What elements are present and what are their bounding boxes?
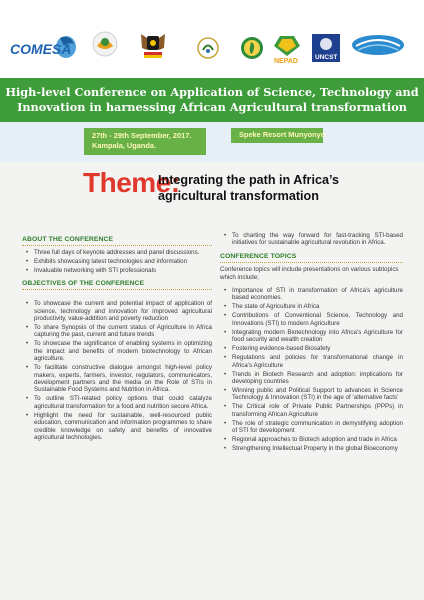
right-column [220, 232, 403, 454]
list-item: • Contributions of Conventional Science, Technology and Innovations (STI) to modern Agriculture [224, 312, 403, 327]
topics-intro: Conference topics will include presentations on various subtopics which include; [220, 266, 399, 281]
topics-heading: CONFERENCE TOPICS [220, 252, 297, 260]
list-item: • Importance of STI in transformation of Africa’s agriculture based economies. [224, 287, 403, 302]
about-list [22, 249, 212, 274]
african-union-logo [240, 36, 264, 60]
bullet-icon: • [26, 258, 29, 266]
bullet-icon: • [224, 445, 227, 453]
theme-label: Theme: [83, 167, 180, 198]
logo-strip [0, 0, 424, 78]
list-item: • Integrating modern Biotechnology into Africa’s Agriculture for food security and wealth creation [224, 328, 403, 344]
banner-line-1: High-level Conference on Application of Science, Technology and [5, 85, 419, 99]
list-item: • Strengthening Intellectual Property in the global Bioeconomy [224, 445, 398, 453]
list-item: • To share Synopsis of the current status of Agriculture in Africa capturing the past, current and future trends [26, 324, 212, 339]
left-column [22, 236, 212, 443]
bullet-icon: • [224, 328, 227, 336]
list-item: • Exhibits showcasing latest technologies and information [26, 258, 188, 266]
venue-text: Speke Resort Munyonyo [239, 130, 326, 139]
event-info-band [0, 122, 424, 162]
bullet-icon: • [224, 312, 227, 320]
list-item: • The state of Agriculture in Africa [224, 303, 320, 311]
list-item: • Fostering evidence-based Biosafety [224, 345, 331, 353]
comesa-wordmark: COMESA [10, 41, 72, 57]
list-item: • To showcase the current and potential impact of application of science, technology and innovation for improved agricultural productivity, value-addition and poverty reduction [26, 300, 212, 323]
bullet-icon: • [26, 340, 29, 348]
list-item: • Highlight the need for sustainable, well-resourced public education, communication and information programmes to share credible knowledge on safety and benefits of innovative agricultural technologies. [26, 411, 212, 442]
list-item: • The role of strategic communication in demystifying adoption of STI for development [224, 419, 403, 435]
partner-logo [196, 36, 220, 62]
bullet-icon: • [224, 419, 227, 427]
bullet-icon: • [224, 303, 227, 311]
topics-list [220, 287, 403, 453]
bullet-icon: • [224, 345, 227, 353]
list-item: • Trends in Biotech Research and adoption: implications for developing countries [224, 370, 403, 386]
about-heading: ABOUT THE CONFERENCE [22, 236, 114, 243]
theme-title-line-1: Integrating the path in Africa’s [158, 173, 339, 187]
date-text: 27th - 29th September, 2017. [92, 131, 192, 140]
sponsor-logo [348, 34, 408, 60]
nepad-wordmark: NEPAD [274, 58, 298, 64]
bullet-icon: • [224, 354, 227, 362]
list-item: • To facilitate constructive dialogue amongst high-level policy makers, experts, farmers, investor, regulators, communicators, development partners and the media on the Role of STIs in Sustainable Food Systems and Nutrition in Africa. [26, 364, 212, 394]
topics-divider [220, 262, 403, 263]
uncst-wordmark: UNCST [315, 54, 338, 61]
objectives-divider [22, 289, 212, 290]
list-item: • Three full days of keynote addresses and panel discussions. [26, 249, 200, 257]
bullet-icon: • [224, 370, 227, 378]
objectives-heading: OBJECTIVES OF THE CONFERENCE [22, 279, 145, 287]
list-item: • Regulations and policies for transformational change in Africa’s Agriculture [224, 354, 403, 369]
conference-title-banner [0, 78, 424, 122]
theme-title [158, 172, 339, 204]
bullet-icon: • [224, 287, 227, 295]
bullet-icon: • [26, 300, 29, 308]
bullet-icon: • [26, 411, 29, 419]
list-item: • To outline STI-related policy options that could catalyze agricultural transformation for a food and nutrition secure Africa. [26, 395, 212, 410]
bullet-icon: • [26, 364, 29, 372]
list-item: • Winning public and Political Support to advances in Science Technology & Innovation (STI) in the age of ‘alternative facts’ [224, 387, 403, 402]
list-item: • Regional approaches to Biotech adoption and trade in Africa [224, 436, 397, 444]
date-pill [84, 128, 206, 155]
about-divider [22, 245, 212, 246]
bullet-icon: • [224, 232, 227, 239]
banner-line-2: Innovation in harnessing African Agricultural transformation [17, 100, 407, 114]
list-item: • To charting the way forward for fast-tracking STI-based initiatives for sustainable agricultural revolution in Africa. [224, 232, 403, 247]
objectives-list [22, 300, 212, 441]
bullet-icon: • [224, 403, 227, 411]
comesa-logo [8, 34, 84, 64]
bullet-icon: • [26, 324, 29, 332]
bullet-icon: • [26, 267, 29, 275]
list-item: • To showcase the significance of enabling systems in optimizing the impact and benefits of modern biotechnology to African agriculture. [26, 340, 212, 363]
charting-list [220, 232, 403, 247]
bullet-icon: • [26, 395, 29, 403]
theme-title-line-2: agricultural transformation [158, 189, 319, 203]
list-item: • Invaluable networking with STI professionals [26, 267, 157, 275]
ofab-logo [91, 30, 119, 64]
location-text: Kampala, Uganda. [92, 141, 157, 150]
venue-pill [231, 128, 326, 143]
uncst-logo [310, 32, 342, 64]
list-item: • The Critical role of Private Public Partnerships (PPPs) in transforming African Agriculture [224, 403, 403, 418]
uganda-coat-of-arms [138, 28, 168, 64]
bullet-icon: • [224, 387, 227, 395]
nepad-logo [270, 34, 304, 64]
bullet-icon: • [26, 249, 29, 257]
bullet-icon: • [224, 436, 227, 444]
